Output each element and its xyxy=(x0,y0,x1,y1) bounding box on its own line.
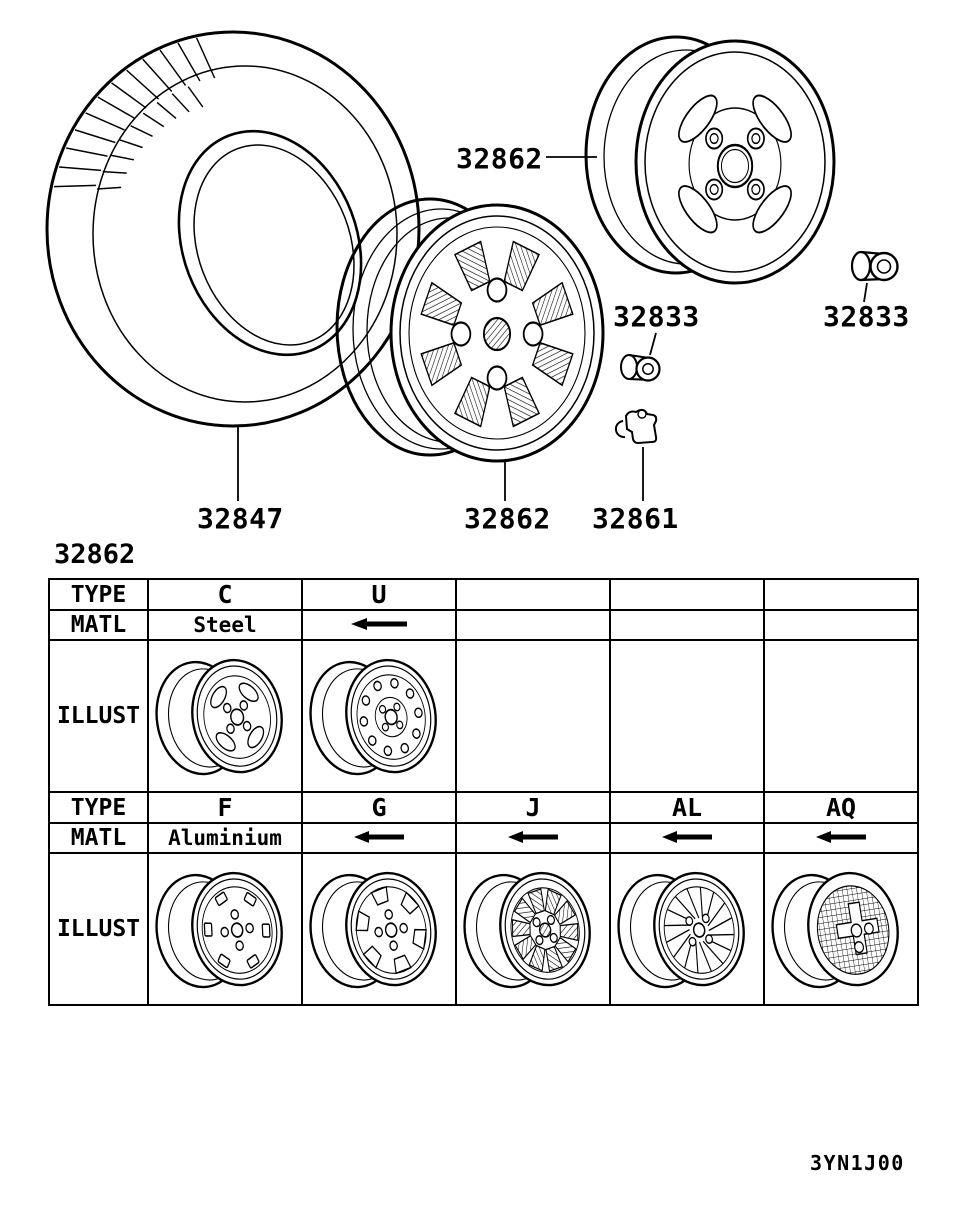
material-cell xyxy=(764,610,918,640)
material-cell xyxy=(764,823,918,853)
illust-cell xyxy=(764,853,918,1005)
lug-nut-outer-drawing xyxy=(852,252,898,280)
illust-cell xyxy=(610,640,764,792)
material-cell xyxy=(610,823,764,853)
same-as-left-arrow-icon xyxy=(508,829,558,845)
wheel-spec-table xyxy=(48,578,919,1006)
lug-nut-inner-drawing xyxy=(621,355,660,381)
illust-cell xyxy=(302,640,456,792)
part-label-steel-wheel: 32862 xyxy=(456,142,543,175)
material-cell xyxy=(302,610,456,640)
same-as-left-arrow-icon xyxy=(662,829,712,845)
tire-drawing xyxy=(47,32,419,426)
illust-cell xyxy=(148,640,302,792)
illust-cell xyxy=(148,853,302,1005)
illust-cell xyxy=(610,853,764,1005)
part-label-tire: 32847 xyxy=(197,502,284,535)
same-as-left-arrow-icon xyxy=(351,616,407,632)
type-cell: AQ xyxy=(764,792,918,823)
material-cell xyxy=(302,823,456,853)
exploded-parts-drawing xyxy=(0,0,960,560)
alloy-wheel-type-j-illustration xyxy=(459,855,607,1003)
material-cell: Steel xyxy=(148,610,302,640)
material-cell: Aluminium xyxy=(148,823,302,853)
material-cell xyxy=(456,610,610,640)
type-cell xyxy=(456,579,610,610)
part-label-lug-nut-outer: 32833 xyxy=(823,300,910,333)
row-header-matl: MATL xyxy=(49,823,148,853)
type-cell: G xyxy=(302,792,456,823)
illust-cell xyxy=(764,640,918,792)
alloy-wheel-type-aq-illustration xyxy=(767,855,915,1003)
row-header-illust: ILLUST xyxy=(49,640,148,792)
part-label-lug-nut-inner: 32833 xyxy=(613,300,700,333)
type-cell: F xyxy=(148,792,302,823)
row-header-type: TYPE xyxy=(49,579,148,610)
alloy-wheel-type-al-illustration xyxy=(613,855,761,1003)
balance-weight-drawing xyxy=(616,410,656,443)
type-cell: U xyxy=(302,579,456,610)
type-cell xyxy=(764,579,918,610)
alloy-wheel-type-f-illustration xyxy=(151,855,299,1003)
steel-wheel-type-u-illustration xyxy=(305,642,453,790)
illust-cell xyxy=(456,853,610,1005)
type-cell xyxy=(610,579,764,610)
material-cell xyxy=(456,823,610,853)
illust-cell xyxy=(302,853,456,1005)
same-as-left-arrow-icon xyxy=(354,829,404,845)
part-label-alloy-wheel: 32862 xyxy=(464,502,551,535)
row-header-type: TYPE xyxy=(49,792,148,823)
row-header-matl: MATL xyxy=(49,610,148,640)
part-label-balance-weight: 32861 xyxy=(592,502,679,535)
table-title: 32862 xyxy=(54,539,136,570)
steel-wheel-drawing xyxy=(586,37,834,283)
type-cell: AL xyxy=(610,792,764,823)
drawing-code: 3YN1J00 xyxy=(810,1151,905,1175)
row-header-illust: ILLUST xyxy=(49,853,148,1005)
illust-cell xyxy=(456,640,610,792)
type-cell: C xyxy=(148,579,302,610)
steel-wheel-type-c-illustration xyxy=(151,642,299,790)
alloy-wheel-drawing xyxy=(337,199,603,461)
material-cell xyxy=(610,610,764,640)
type-cell: J xyxy=(456,792,610,823)
same-as-left-arrow-icon xyxy=(816,829,866,845)
alloy-wheel-type-g-illustration xyxy=(305,855,453,1003)
